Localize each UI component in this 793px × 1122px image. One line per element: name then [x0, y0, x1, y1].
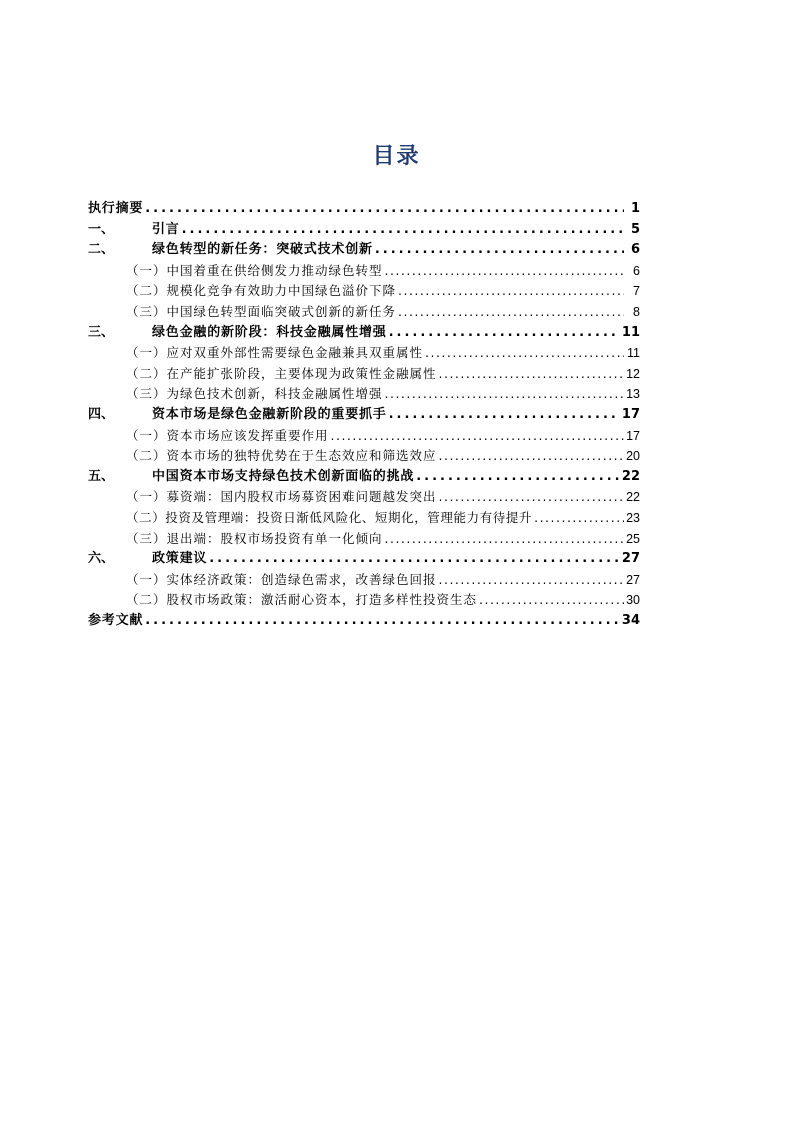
toc-entry-text: （三）为绿色技术创新，科技金融属性增强: [126, 386, 383, 402]
toc-section-number: 一、: [88, 221, 115, 237]
toc-leader-dots: [534, 508, 624, 529]
toc-entry-text: （三）中国绿色转型面临突破式创新的新任务: [126, 303, 397, 319]
toc-entry-references[interactable]: [88, 611, 640, 632]
toc-leader-dots: [398, 302, 624, 323]
toc-page-number: 5: [630, 221, 640, 237]
toc-leader-dots: [145, 199, 624, 220]
toc-leader-dots: [385, 384, 624, 405]
toc-leader-dots: [331, 426, 624, 447]
toc-leader-dots: [145, 611, 620, 632]
toc-entry-subsection-6-2[interactable]: [88, 590, 640, 611]
toc-entry-text: （二）在产能扩张阶段，主要体现为政策性金融属性: [126, 365, 437, 381]
toc-leader-dots: [425, 343, 624, 364]
toc-leader-dots: [375, 240, 624, 261]
toc-entry-subsection-5-3[interactable]: [88, 529, 640, 550]
toc-section-number: 五、: [88, 468, 115, 484]
toc-page-number: 17: [626, 428, 640, 443]
toc-entry-text: 中国资本市场支持绿色技术创新面临的挑战: [152, 468, 415, 484]
toc-entry-subsection-6-1[interactable]: [88, 570, 640, 591]
toc-entry-text: （一）募资端：国内股权市场募资困难问题越发突出: [126, 489, 437, 505]
toc-leader-dots: [389, 405, 620, 426]
toc-entry-text: 执行摘要: [88, 201, 144, 216]
toc-page-number: 11: [621, 324, 640, 340]
toc-entry-text: 参考文献: [88, 612, 144, 628]
toc-entry-text: （二）投资及管理端：投资日渐低风险化、短期化，管理能力有待提升: [126, 509, 533, 525]
toc-entry-text: （一）实体经济政策：创造绿色需求，改善绿色回报: [126, 571, 437, 587]
toc-page-number: 17: [621, 406, 640, 422]
toc-entry-section-6[interactable]: [88, 549, 640, 570]
toc-page-number: 12: [626, 366, 640, 381]
toc-leader-dots: [385, 529, 624, 550]
toc-entry-subsection-3-1[interactable]: [88, 343, 640, 364]
toc-section-number: 三、: [88, 324, 115, 340]
toc-leader-dots: [439, 570, 624, 591]
toc-entry-subsection-2-3[interactable]: [88, 302, 640, 323]
toc-page-number: 13: [626, 387, 640, 402]
toc-page-number: 20: [626, 449, 640, 464]
toc-page-number: 22: [621, 468, 640, 484]
toc-entry-text: 引言: [152, 221, 180, 237]
toc-section-number: 二、: [88, 242, 115, 258]
toc-entry-subsection-2-2[interactable]: [88, 281, 640, 302]
toc-leader-dots: [209, 549, 620, 570]
toc-page-number: 27: [626, 572, 640, 587]
toc-entry-text: （一）应对双重外部性需要绿色金融兼具双重属性: [126, 345, 424, 361]
toc-entry-text: （二）资本市场的独特优势在于生态效应和筛选效应: [126, 448, 437, 464]
table-of-contents: [88, 199, 640, 631]
toc-entry-summary[interactable]: [88, 199, 640, 220]
toc-page-number: 11: [627, 346, 640, 361]
toc-section-number: 六、: [88, 551, 115, 567]
toc-entry-text: （一）资本市场应该发挥重要作用: [126, 427, 329, 443]
toc-leader-dots: [439, 446, 624, 467]
toc-page-number: 27: [621, 551, 640, 567]
toc-page-number: 1: [630, 201, 640, 216]
toc-entry-subsection-5-1[interactable]: [88, 487, 640, 508]
toc-page-number: 34: [621, 612, 640, 628]
toc-entry-section-3[interactable]: [88, 323, 640, 344]
toc-entry-text: 绿色转型的新任务：突破式技术创新: [152, 242, 373, 258]
toc-page-number: 6: [633, 263, 640, 278]
toc-entry-text: （三）退出端：股权市场投资有单一化倾向: [126, 530, 383, 546]
toc-entry-subsection-4-1[interactable]: [88, 426, 640, 447]
toc-entry-subsection-4-2[interactable]: [88, 446, 640, 467]
toc-page-number: 30: [626, 593, 640, 608]
toc-entry-text: 绿色金融的新阶段：科技金融属性增强: [152, 324, 387, 340]
toc-page-number: 25: [626, 531, 640, 546]
toc-entry-section-2[interactable]: [88, 240, 640, 261]
toc-entry-text: （二）规模化竞争有效助力中国绿色溢价下降: [126, 283, 397, 299]
toc-leader-dots: [385, 261, 624, 282]
toc-leader-dots: [439, 364, 624, 385]
toc-entry-subsection-5-2[interactable]: [88, 508, 640, 529]
toc-entry-section-1[interactable]: [88, 220, 640, 241]
toc-leader-dots: [416, 467, 620, 488]
toc-leader-dots: [182, 220, 624, 241]
toc-entry-text: 资本市场是绿色金融新阶段的重要抓手: [152, 406, 387, 422]
toc-page-number: 8: [633, 304, 640, 319]
toc-entry-text: （一）中国着重在供给侧发力推动绿色转型: [126, 262, 383, 278]
toc-page-number: 6: [630, 242, 640, 258]
toc-leader-dots: [439, 487, 624, 508]
toc-page-number: 22: [626, 490, 640, 505]
toc-leader-dots: [479, 590, 624, 611]
toc-entry-subsection-3-2[interactable]: [88, 364, 640, 385]
toc-entry-section-5[interactable]: [88, 467, 640, 488]
toc-page-number: 23: [626, 510, 640, 525]
toc-entry-text: 政策建议: [152, 551, 208, 567]
toc-entry-subsection-2-1[interactable]: [88, 261, 640, 282]
toc-leader-dots: [398, 281, 624, 302]
toc-page-number: 7: [633, 284, 640, 299]
toc-leader-dots: [389, 323, 620, 344]
toc-section-number: 四、: [88, 406, 115, 422]
page-title: 目录: [372, 144, 421, 169]
toc-entry-section-4[interactable]: [88, 405, 640, 426]
toc-entry-text: （二）股权市场政策：激活耐心资本，打造多样性投资生态: [126, 592, 478, 608]
toc-entry-subsection-3-3[interactable]: [88, 384, 640, 405]
